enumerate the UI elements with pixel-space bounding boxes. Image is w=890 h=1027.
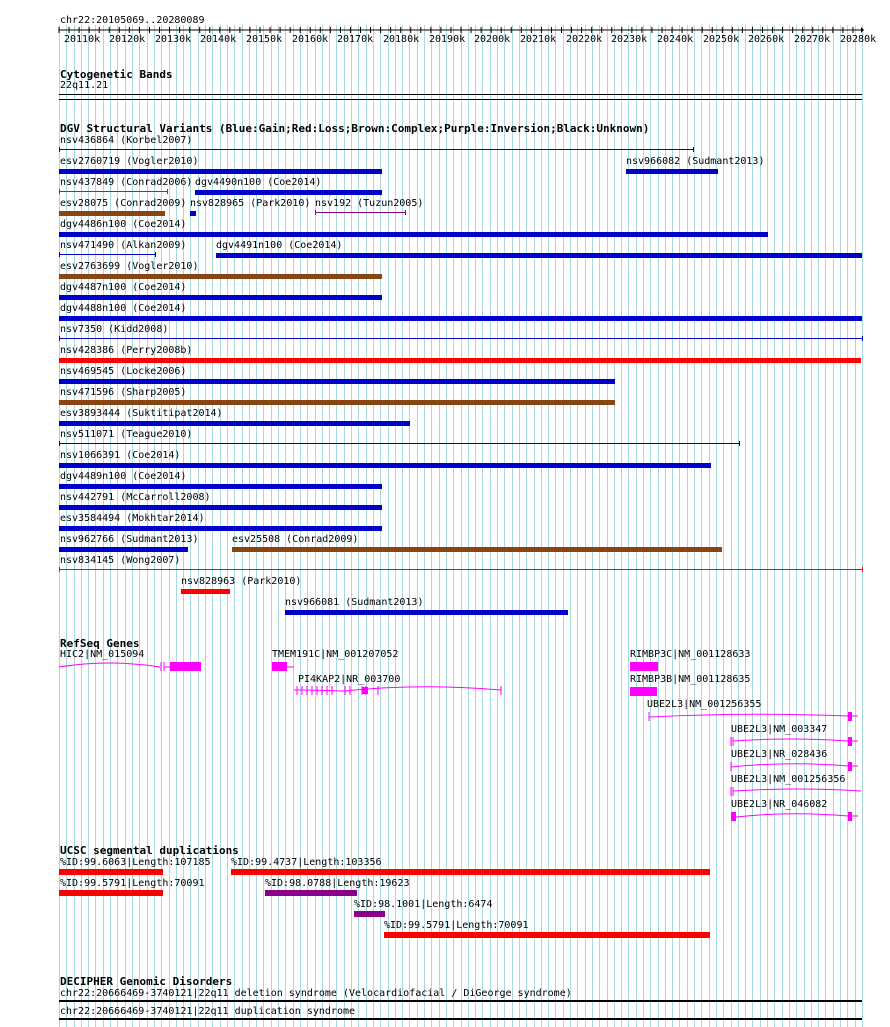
variant-label[interactable]: nsv437849 (Conrad2006) xyxy=(60,177,193,188)
dgv-track-title: DGV Structural Variants (Blue:Gain;Red:Loss;Brown:Complex;Purple:Inversion;Black:Unknown) xyxy=(60,122,650,135)
ruler-tick-label: 20280k xyxy=(840,34,877,45)
ruler-tick-label: 20210k xyxy=(520,34,557,45)
variant-label[interactable]: nsv471490 (Alkan2009) xyxy=(60,240,187,251)
variant-label[interactable]: esv2763699 (Vogler2010) xyxy=(60,261,199,272)
segdup-label[interactable]: %ID:99.4737|Length:103356 xyxy=(231,857,382,868)
variant-label[interactable]: nsv442791 (McCarroll2008) xyxy=(60,492,211,503)
ruler-tick-label: 20160k xyxy=(292,34,329,45)
variant-label[interactable]: nsv966081 (Sudmant2013) xyxy=(285,597,424,608)
ruler-tick-label: 20140k xyxy=(200,34,237,45)
segdup-label[interactable]: %ID:98.1001|Length:6474 xyxy=(354,899,493,910)
gene-label[interactable]: TMEM191C|NM_001207052 xyxy=(272,649,399,660)
segdup-bar[interactable] xyxy=(354,911,385,917)
segdup-label[interactable]: %ID:98.0788|Length:19623 xyxy=(265,878,410,889)
segdup-track-title: UCSC segmental duplications xyxy=(60,844,239,857)
gene-label[interactable]: PI4KAP2|NR_003700 xyxy=(298,674,401,685)
segdup-label[interactable]: %ID:99.6063|Length:107185 xyxy=(60,857,211,868)
gene-exon[interactable] xyxy=(630,687,657,696)
refseq-track-title: RefSeq Genes xyxy=(60,637,140,650)
segdup-label[interactable]: %ID:99.5791|Length:70091 xyxy=(384,920,529,931)
variant-label[interactable]: nsv428386 (Perry2008b) xyxy=(60,345,193,356)
gene-exon[interactable] xyxy=(272,662,287,671)
variant-label[interactable]: dgv4488n100 (Coe2014) xyxy=(60,303,187,314)
gene-exon[interactable] xyxy=(848,762,852,771)
ruler-tick-label: 20120k xyxy=(109,34,146,45)
decipher-deletion-label[interactable]: chr22:20666469-3740121|22q11 deletion syndrome (Velocardiofacial / DiGeorge syndrome) xyxy=(60,988,572,999)
segdup-bar[interactable] xyxy=(231,869,710,875)
gene-label[interactable]: UBE2L3|NM_003347 xyxy=(731,724,828,735)
cytobands-track-title: Cytogenetic Bands xyxy=(60,68,173,81)
variant-label[interactable]: esv28075 (Conrad2009) xyxy=(60,198,187,209)
variant-label[interactable]: nsv834145 (Wong2007) xyxy=(60,555,181,566)
gene-intron xyxy=(736,814,848,817)
gene-exon[interactable] xyxy=(362,687,368,694)
gene-exon[interactable] xyxy=(848,737,852,746)
gene-label[interactable]: UBE2L3|NR_028436 xyxy=(731,749,828,760)
variant-label[interactable]: dgv4490n100 (Coe2014) xyxy=(195,177,322,188)
ruler-tick-label: 20150k xyxy=(246,34,283,45)
ruler-tick-label: 20190k xyxy=(429,34,466,45)
gene-intron xyxy=(733,739,848,741)
variant-label[interactable]: esv2760719 (Vogler2010) xyxy=(60,156,199,167)
segdup-bar[interactable] xyxy=(384,932,710,938)
variant-label[interactable]: nsv469545 (Locke2006) xyxy=(60,366,187,377)
gene-intron xyxy=(59,663,160,667)
variant-label[interactable]: nsv962766 (Sudmant2013) xyxy=(60,534,199,545)
ruler-tick-label: 20250k xyxy=(703,34,740,45)
variant-label[interactable]: esv3893444 (Suktitipat2014) xyxy=(60,408,223,419)
gene-label[interactable]: HIC2|NM_015094 xyxy=(60,649,145,660)
gene-exon[interactable] xyxy=(731,812,736,821)
ruler-tick-label: 20170k xyxy=(337,34,374,45)
segdup-label[interactable]: %ID:99.5791|Length:70091 xyxy=(60,878,205,889)
ruler-tick-label: 20260k xyxy=(748,34,785,45)
gene-exon[interactable] xyxy=(630,662,658,671)
variant-label[interactable]: nsv511071 (Teague2010) xyxy=(60,429,193,440)
gene-exon[interactable] xyxy=(170,662,201,671)
ruler-tick-label: 20240k xyxy=(657,34,694,45)
gene-label[interactable]: UBE2L3|NM_001256355 xyxy=(647,699,762,710)
gene-label[interactable]: RIMBP3B|NM_001128635 xyxy=(630,674,751,685)
ruler-tick-label: 20180k xyxy=(383,34,420,45)
ruler-tick-label: 20270k xyxy=(794,34,831,45)
gene-intron xyxy=(731,764,848,767)
variant-label[interactable]: esv25508 (Conrad2009) xyxy=(232,534,359,545)
gene-intron xyxy=(649,714,848,717)
variant-label[interactable]: dgv4487n100 (Coe2014) xyxy=(60,282,187,293)
variant-label[interactable]: nsv828965 (Park2010) xyxy=(190,198,311,209)
variant-label[interactable]: nsv436864 (Korbel2007) xyxy=(60,135,193,146)
variant-label[interactable]: nsv966082 (Sudmant2013) xyxy=(626,156,765,167)
gene-label[interactable]: RIMBP3C|NM_001128633 xyxy=(630,649,751,660)
ruler-tick-label: 20220k xyxy=(566,34,603,45)
decipher-duplication-bar[interactable] xyxy=(59,1018,862,1020)
gene-label[interactable]: UBE2L3|NR_046082 xyxy=(731,799,828,810)
variant-label[interactable]: nsv7350 (Kidd2008) xyxy=(60,324,169,335)
decipher-deletion-bar[interactable] xyxy=(59,1000,862,1002)
variant-label[interactable]: nsv1066391 (Coe2014) xyxy=(60,450,181,461)
ruler-tick-label: 20230k xyxy=(611,34,648,45)
segdup-bar[interactable] xyxy=(265,890,357,896)
variant-label[interactable]: esv3584494 (Mokhtar2014) xyxy=(60,513,205,524)
locus-label: chr22:20105069..20280089 xyxy=(60,15,205,26)
gene-exon[interactable] xyxy=(848,812,852,821)
variant-label[interactable]: dgv4491n100 (Coe2014) xyxy=(216,240,343,251)
segdup-bar[interactable] xyxy=(59,869,163,875)
ruler-tick-label: 20130k xyxy=(155,34,192,45)
segdup-bar[interactable] xyxy=(59,890,163,896)
ruler-tick-label: 20200k xyxy=(474,34,511,45)
variant-label[interactable]: nsv192 (Tuzun2005) xyxy=(315,198,424,209)
ruler-tick-label: 20110k xyxy=(64,34,101,45)
variant-label[interactable]: dgv4489n100 (Coe2014) xyxy=(60,471,187,482)
variant-label[interactable]: nsv471596 (Sharp2005) xyxy=(60,387,187,398)
cytoband-label[interactable]: 22q11.21 xyxy=(60,80,109,91)
variant-label[interactable]: dgv4486n100 (Coe2014) xyxy=(60,219,187,230)
gene-intron xyxy=(294,687,501,691)
gene-intron xyxy=(733,789,861,791)
decipher-duplication-label[interactable]: chr22:20666469-3740121|22q11 duplication syndrome xyxy=(60,1006,356,1017)
variant-label[interactable]: nsv828963 (Park2010) xyxy=(181,576,302,587)
gene-label[interactable]: UBE2L3|NM_001256356 xyxy=(731,774,846,785)
decipher-track-title: DECIPHER Genomic Disorders xyxy=(60,975,233,988)
